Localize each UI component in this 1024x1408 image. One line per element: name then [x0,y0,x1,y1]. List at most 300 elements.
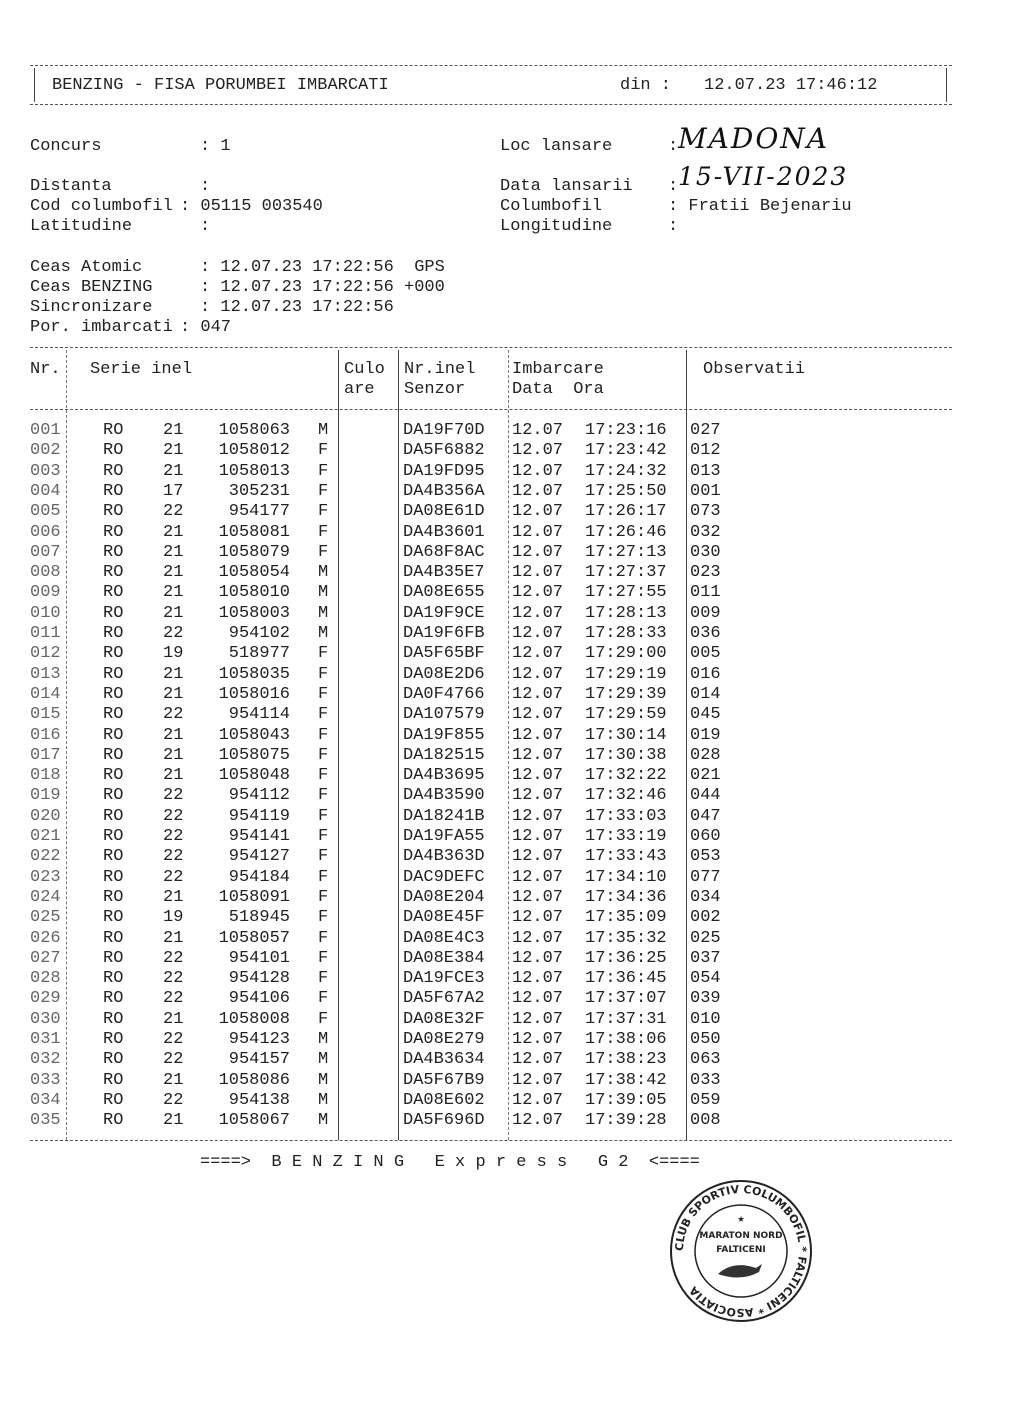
row-observatii: 030 [690,542,721,562]
table-row [0,766,1024,786]
row-sex: F [318,644,329,664]
row-date: 12.07 [512,1050,564,1070]
row-year: 22 [163,624,184,643]
row-sensor: DA4B3634 [403,1050,485,1070]
row-sex: F [318,766,329,786]
row-time: 17:29:00 [585,644,667,664]
table-row [0,807,1024,827]
row-nr: 026 [30,928,61,948]
row-ring-number: 1058054 [218,563,290,583]
row-observatii: 037 [690,948,721,968]
row-time: 17:32:46 [585,786,667,806]
row-date: 12.07 [512,583,564,603]
row-observatii: 054 [690,969,721,989]
row-observatii: 063 [690,1050,721,1070]
concurs-value: : 1 [200,137,231,156]
row-country: RO [103,502,124,522]
row-country: RO [103,603,124,623]
row-country: RO [103,1111,124,1131]
row-year: 21 [163,766,184,786]
row-country: RO [103,644,124,664]
row-sex: F [318,522,329,542]
row-year: 21 [163,421,184,440]
row-sensor: DA08E279 [403,1030,485,1049]
row-sex: F [318,887,329,907]
row-sensor: DA08E2D6 [403,664,485,684]
row-sensor: DA19FCE3 [403,969,485,989]
row-ring-number: 1058075 [218,745,290,765]
ceas-benzing-value: : 12.07.23 17:22:56 +000 [200,278,445,297]
header-left-border [34,68,35,102]
col-divider [686,350,687,1140]
row-sensor: DA4B363D [403,847,485,867]
row-country: RO [103,481,124,501]
row-nr: 029 [30,989,61,1009]
row-nr: 002 [30,441,61,461]
row-sensor: DA68F8AC [403,542,485,562]
row-sensor: DA08E61D [403,502,485,522]
row-time: 17:30:14 [585,725,667,745]
row-sex: F [318,928,329,948]
row-time: 17:38:06 [585,1030,667,1049]
row-time: 17:29:59 [585,705,667,725]
row-country: RO [103,1030,124,1049]
row-ring-number: 954114 [228,705,290,725]
row-observatii: 023 [690,563,721,583]
row-year: 21 [163,1009,184,1029]
row-time: 17:34:36 [585,887,667,907]
club-stamp [668,1178,814,1324]
por-imbarcati-label: Por. imbarcati [30,318,173,337]
row-year: 22 [163,705,184,725]
row-year: 22 [163,806,184,826]
row-sex: F [318,827,329,846]
row-ring-number: 1058057 [218,928,290,948]
row-observatii: 050 [690,1030,721,1049]
row-year: 22 [163,948,184,968]
row-year: 21 [163,1070,184,1090]
ceas-atomic-label: Ceas Atomic [30,258,143,277]
col-nr-inel-2: Senzor [404,380,466,399]
row-year: 22 [163,1030,184,1049]
row-sensor: DA4B35E7 [403,563,485,583]
table-row [0,746,1024,766]
row-time: 17:27:55 [585,583,667,603]
distanta-value: : [200,177,211,196]
row-ring-number: 1058035 [218,664,290,684]
row-ring-number: 1058008 [218,1009,290,1029]
table-row [0,665,1024,685]
row-sex: F [318,441,329,461]
row-sensor: DA182515 [403,745,485,765]
row-sex: F [318,745,329,765]
table-row [0,726,1024,746]
row-country: RO [103,542,124,562]
row-year: 21 [163,1111,184,1131]
row-ring-number: 954157 [228,1050,290,1070]
row-ring-number: 954106 [228,989,290,1009]
row-date: 12.07 [512,603,564,623]
table-row [0,1071,1024,1091]
row-nr: 005 [30,502,61,522]
row-date: 12.07 [512,1111,564,1131]
row-date: 12.07 [512,827,564,846]
row-sensor: DA19F70D [403,421,485,440]
row-sensor: DA08E4C3 [403,928,485,948]
row-ring-number: 1058003 [218,603,290,623]
row-year: 21 [163,684,184,704]
row-sensor: DA08E45F [403,908,485,928]
header-bottom-border [30,104,952,105]
col-nr-inel-1: Nr.inel [404,360,476,379]
table-row [0,888,1024,908]
row-year: 21 [163,725,184,745]
col-culoare-2: are [344,380,375,399]
row-country: RO [103,908,124,928]
col-serie-inel: Serie inel [90,360,193,379]
row-date: 12.07 [512,725,564,745]
row-nr: 032 [30,1050,61,1070]
row-country: RO [103,441,124,461]
row-year: 22 [163,969,184,989]
row-nr: 021 [30,827,61,846]
row-date: 12.07 [512,786,564,806]
row-time: 17:32:22 [585,766,667,786]
sincronizare-value: : 12.07.23 17:22:56 [200,298,394,317]
row-observatii: 032 [690,522,721,542]
row-sex: M [318,563,329,583]
row-sex: F [318,542,329,562]
longitudine-label: Longitudine [500,217,613,236]
row-year: 21 [163,603,184,623]
row-nr: 024 [30,887,61,907]
row-ring-number: 954112 [228,786,290,806]
row-nr: 014 [30,684,61,704]
row-nr: 031 [30,1030,61,1049]
row-nr: 001 [30,421,61,440]
row-date: 12.07 [512,461,564,481]
row-nr: 028 [30,969,61,989]
row-date: 12.07 [512,563,564,583]
row-nr: 010 [30,603,61,623]
row-country: RO [103,583,124,603]
row-observatii: 025 [690,928,721,948]
row-observatii: 021 [690,766,721,786]
row-country: RO [103,786,124,806]
data-lansarii-label: Data lansarii [500,177,633,196]
row-nr: 009 [30,583,61,603]
row-ring-number: 954119 [228,806,290,826]
row-nr: 034 [30,1090,61,1110]
row-time: 17:29:39 [585,684,667,704]
row-sex: F [318,1009,329,1029]
row-date: 12.07 [512,705,564,725]
row-year: 22 [163,847,184,867]
row-sensor: DA19FA55 [403,827,485,846]
row-nr: 023 [30,867,61,887]
row-year: 22 [163,867,184,887]
distanta-label: Distanta [30,177,112,196]
row-nr: 011 [30,624,61,643]
table-row [0,989,1024,1009]
row-ring-number: 1058043 [218,725,290,745]
row-year: 21 [163,461,184,481]
row-nr: 016 [30,725,61,745]
table-row [0,1030,1024,1050]
row-observatii: 012 [690,441,721,461]
row-nr: 018 [30,766,61,786]
print-datetime: 12.07.23 17:46:12 [704,76,878,95]
row-time: 17:23:42 [585,441,667,461]
row-sex: M [318,1090,329,1110]
columbofil-label: Columbofil [500,197,603,216]
svg-text:MARATON NORD: MARATON NORD [699,1231,783,1241]
table-row [0,949,1024,969]
row-ring-number: 1058012 [218,441,290,461]
row-sensor: DA5F696D [403,1111,485,1131]
row-country: RO [103,867,124,887]
row-ring-number: 1058079 [218,542,290,562]
columbofil-value: : Fratii Bejenariu [668,197,852,216]
row-sex: F [318,847,329,867]
col-divider [338,350,339,1140]
row-ring-number: 954141 [228,827,290,846]
cod-columbofil-label: Cod columbofil [30,197,173,216]
row-sensor: DAC9DEFC [403,867,485,887]
row-year: 22 [163,1090,184,1110]
din-label: din : [620,76,672,95]
row-sensor: DA4B3695 [403,766,485,786]
row-ring-number: 954177 [228,502,290,522]
footer-brand: ====> B E N Z I N G E x p r e s s G 2 <==== [200,1153,700,1172]
header-right-border [946,68,947,102]
row-time: 17:35:09 [585,908,667,928]
row-sensor: DA19F6FB [403,624,485,643]
data-lansarii-colon: : [668,177,679,196]
por-imbarcati-value: : 047 [180,318,232,337]
row-time: 17:33:03 [585,806,667,826]
row-date: 12.07 [512,441,564,461]
row-sensor: DA5F67B9 [403,1070,485,1090]
row-sensor: DA4B3590 [403,786,485,806]
table-row [0,462,1024,482]
row-ring-number: 518945 [228,908,290,928]
row-country: RO [103,664,124,684]
row-time: 17:39:05 [585,1090,667,1110]
row-date: 12.07 [512,624,564,643]
table-row [0,868,1024,888]
table-row [0,482,1024,502]
row-year: 21 [163,563,184,583]
row-sensor: DA19FD95 [403,461,485,481]
row-observatii: 013 [690,461,721,481]
table-header-divider [30,409,952,410]
row-date: 12.07 [512,502,564,522]
row-observatii: 044 [690,786,721,806]
row-observatii: 009 [690,603,721,623]
row-country: RO [103,461,124,481]
row-nr: 007 [30,542,61,562]
row-time: 17:23:16 [585,421,667,440]
row-observatii: 045 [690,705,721,725]
row-observatii: 033 [690,1070,721,1090]
row-nr: 015 [30,705,61,725]
table-row [0,786,1024,806]
row-date: 12.07 [512,847,564,867]
row-sex: F [318,664,329,684]
row-observatii: 060 [690,827,721,846]
table-row [0,523,1024,543]
row-sex: M [318,421,329,440]
row-country: RO [103,766,124,786]
row-nr: 033 [30,1070,61,1090]
row-observatii: 028 [690,745,721,765]
row-country: RO [103,948,124,968]
row-sensor: DA4B356A [403,481,485,501]
table-bottom-border [30,1140,952,1141]
row-year: 21 [163,522,184,542]
row-time: 17:27:13 [585,542,667,562]
row-date: 12.07 [512,481,564,501]
row-date: 12.07 [512,969,564,989]
row-year: 21 [163,441,184,461]
data-lansarii-handwritten: 15-VII-2023 [678,162,849,191]
row-nr: 006 [30,522,61,542]
row-sensor: DA08E655 [403,583,485,603]
row-country: RO [103,847,124,867]
row-nr: 012 [30,644,61,664]
row-time: 17:35:32 [585,928,667,948]
row-date: 12.07 [512,664,564,684]
row-nr: 004 [30,481,61,501]
row-time: 17:36:45 [585,969,667,989]
row-year: 21 [163,542,184,562]
row-year: 22 [163,827,184,846]
row-country: RO [103,969,124,989]
row-date: 12.07 [512,928,564,948]
table-row [0,1091,1024,1111]
row-date: 12.07 [512,1070,564,1090]
row-sensor: DA19F9CE [403,603,485,623]
row-observatii: 027 [690,421,721,440]
row-sex: F [318,908,329,928]
row-country: RO [103,624,124,643]
table-row [0,929,1024,949]
row-sex: F [318,867,329,887]
row-time: 17:37:07 [585,989,667,1009]
row-ring-number: 1058081 [218,522,290,542]
row-nr: 022 [30,847,61,867]
row-time: 17:29:19 [585,664,667,684]
row-time: 17:36:25 [585,948,667,968]
row-ring-number: 1058016 [218,684,290,704]
document-title: BENZING - FISA PORUMBEI IMBARCATI [52,76,389,95]
col-divider [66,350,67,1140]
row-sex: F [318,725,329,745]
row-year: 22 [163,502,184,522]
table-row [0,604,1024,624]
row-time: 17:37:31 [585,1009,667,1029]
row-nr: 019 [30,786,61,806]
row-sex: M [318,583,329,603]
row-sex: F [318,806,329,826]
row-year: 21 [163,887,184,907]
row-sex: M [318,1050,329,1070]
col-imbarcare-2: Data Ora [512,380,604,399]
row-observatii: 077 [690,867,721,887]
row-sensor: DA08E384 [403,948,485,968]
row-ring-number: 954127 [228,847,290,867]
row-year: 22 [163,1050,184,1070]
row-sex: F [318,969,329,989]
row-country: RO [103,989,124,1009]
row-time: 17:33:19 [585,827,667,846]
col-divider [508,350,509,1140]
row-sex: M [318,624,329,643]
row-date: 12.07 [512,542,564,562]
row-date: 12.07 [512,806,564,826]
row-country: RO [103,1050,124,1070]
cod-columbofil-value: : 05115 003540 [180,197,323,216]
ceas-atomic-value: : 12.07.23 17:22:56 GPS [200,258,445,277]
row-country: RO [103,421,124,440]
table-top-border [30,347,952,348]
row-year: 21 [163,928,184,948]
table-row [0,908,1024,928]
row-ring-number: 1058063 [218,421,290,440]
row-sex: M [318,1030,329,1049]
row-country: RO [103,827,124,846]
row-time: 17:28:13 [585,603,667,623]
row-sex: F [318,948,329,968]
row-country: RO [103,684,124,704]
table-row [0,502,1024,522]
row-sex: F [318,502,329,522]
sincronizare-label: Sincronizare [30,298,153,317]
row-time: 17:38:42 [585,1070,667,1090]
row-ring-number: 954138 [228,1090,290,1110]
longitudine-value: : [668,217,679,236]
row-time: 17:33:43 [585,847,667,867]
row-sex: M [318,1111,329,1131]
table-row [0,685,1024,705]
row-sensor: DA18241B [403,806,485,826]
row-ring-number: 954184 [228,867,290,887]
row-sensor: DA5F67A2 [403,989,485,1009]
row-nr: 020 [30,806,61,826]
row-time: 17:28:33 [585,624,667,643]
row-observatii: 053 [690,847,721,867]
row-time: 17:39:28 [585,1111,667,1131]
row-sensor: DA08E32F [403,1009,485,1029]
row-date: 12.07 [512,1090,564,1110]
loc-lansare-label: Loc lansare [500,137,613,156]
row-country: RO [103,745,124,765]
row-country: RO [103,806,124,826]
row-nr: 027 [30,948,61,968]
row-date: 12.07 [512,867,564,887]
concurs-label: Concurs [30,137,102,156]
row-ring-number: 1058067 [218,1111,290,1131]
row-country: RO [103,887,124,907]
row-year: 17 [163,481,184,501]
row-observatii: 059 [690,1090,721,1110]
row-ring-number: 1058086 [218,1070,290,1090]
row-observatii: 005 [690,644,721,664]
row-sex: F [318,786,329,806]
table-row [0,827,1024,847]
row-year: 21 [163,745,184,765]
